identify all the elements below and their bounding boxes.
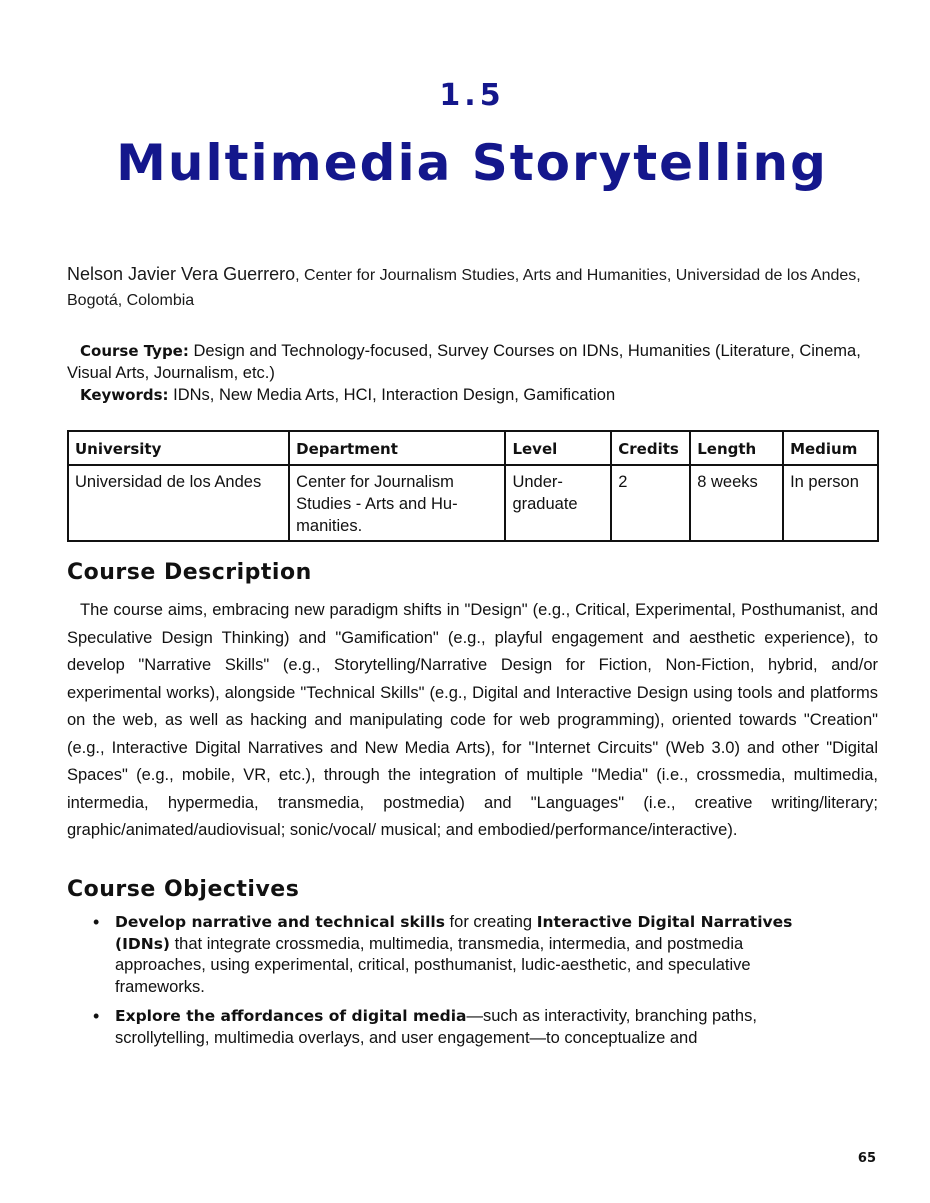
bullet: • [93,912,100,932]
course-type-line [67,340,877,384]
objective-text: —such as interactivity, branching paths, scrollytelling, multimedia overlays, and user engagement—to conceptualize and [115,1007,757,1047]
column-header-university: University [68,431,289,465]
page-number: 65 [857,1151,876,1166]
cell-medium: In person [783,465,878,541]
objective-bold-text: Explore the affordances of digital media [115,1007,467,1025]
cell-credits: 2 [611,465,690,541]
objective-bold-text: Interactive Digital Narratives (IDNs) [115,913,793,953]
course-info-table [67,430,879,542]
keywords-value: IDNs, New Media Arts, HCI, Interaction Design, Gamification [168,386,616,404]
keywords-line [67,384,877,406]
cell-level: Under-graduate [505,465,611,541]
page-title: Multimedia Storytelling [116,134,828,192]
bullet: • [93,1006,100,1026]
list-item [93,912,815,998]
objectives-list [93,912,815,1057]
table-header-row [68,431,878,465]
cell-department: Center for Journalism Studies - Arts and Hu-manities. [289,465,505,541]
course-type-label: Course Type: [80,342,189,360]
column-header-length: Length [690,431,783,465]
objective-bold-text: Develop narrative and technical skills [115,913,445,931]
author-line [67,262,877,313]
author-name: Nelson Javier Vera Guerrero [67,264,296,284]
course-meta [67,340,877,406]
course-description-heading: Course Description [67,560,312,585]
column-header-credits: Credits [611,431,690,465]
column-header-medium: Medium [783,431,878,465]
list-item [93,1006,815,1049]
objective-text: for creating [444,913,537,931]
cell-length: 8 weeks [690,465,783,541]
keywords-label: Keywords: [80,386,169,404]
column-header-level: Level [505,431,611,465]
course-objectives-heading: Course Objectives [67,877,300,902]
column-header-department: Department [289,431,505,465]
course-description-text: The course aims, embracing new paradigm shifts in "Design" (e.g., Critical, Experimental, Posthumanist, and Speculative Design Thinking) and "Gamification" (e.g., playful engagement and aesthetic experience), to develop "Narrative Skills" (e.g., Storytelling/Narrative Design for Fiction, Non-Fiction, hybrid, and/or experimental works), alongside "Technical Skills" (e.g., Digital and Interactive Design using tools and platforms on the web, as well as hacking and manipulating code for web programming), oriented towards "Creation" (e.g., Interactive Digital Narratives and New Media Arts), for "Internet Circuits" (Web 3.0) and other "Digital Spaces" (e.g., mobile, VR, etc.), through the integration of multiple "Media" (i.e., crossmedia, multimedia, intermedia, hypermedia, transmedia, postmedia) and "Languages" (i.e., creative writing/literary; graphic/animated/audiovisual; sonic/vocal/ musical; and embodied/performance/interactive). [67,601,878,839]
chapter-number: 1.5 [439,78,505,113]
table-row [68,465,878,541]
author-affiliation: , Center for Journalism Studies, Arts and Humanities, Universidad de los Andes, Bogotá, Colombia [67,267,861,309]
cell-university: Universidad de los Andes [68,465,289,541]
course-type-value: Design and Technology-focused, Survey Courses on IDNs, Humanities (Literature, Cinema, Visual Arts, Journalism, etc.) [67,342,861,382]
objective-text: that integrate crossmedia, multimedia, transmedia, intermedia, and postmedia approaches, using experimental, critical, posthumanist, ludic-aesthetic, and speculative frameworks. [115,934,751,996]
